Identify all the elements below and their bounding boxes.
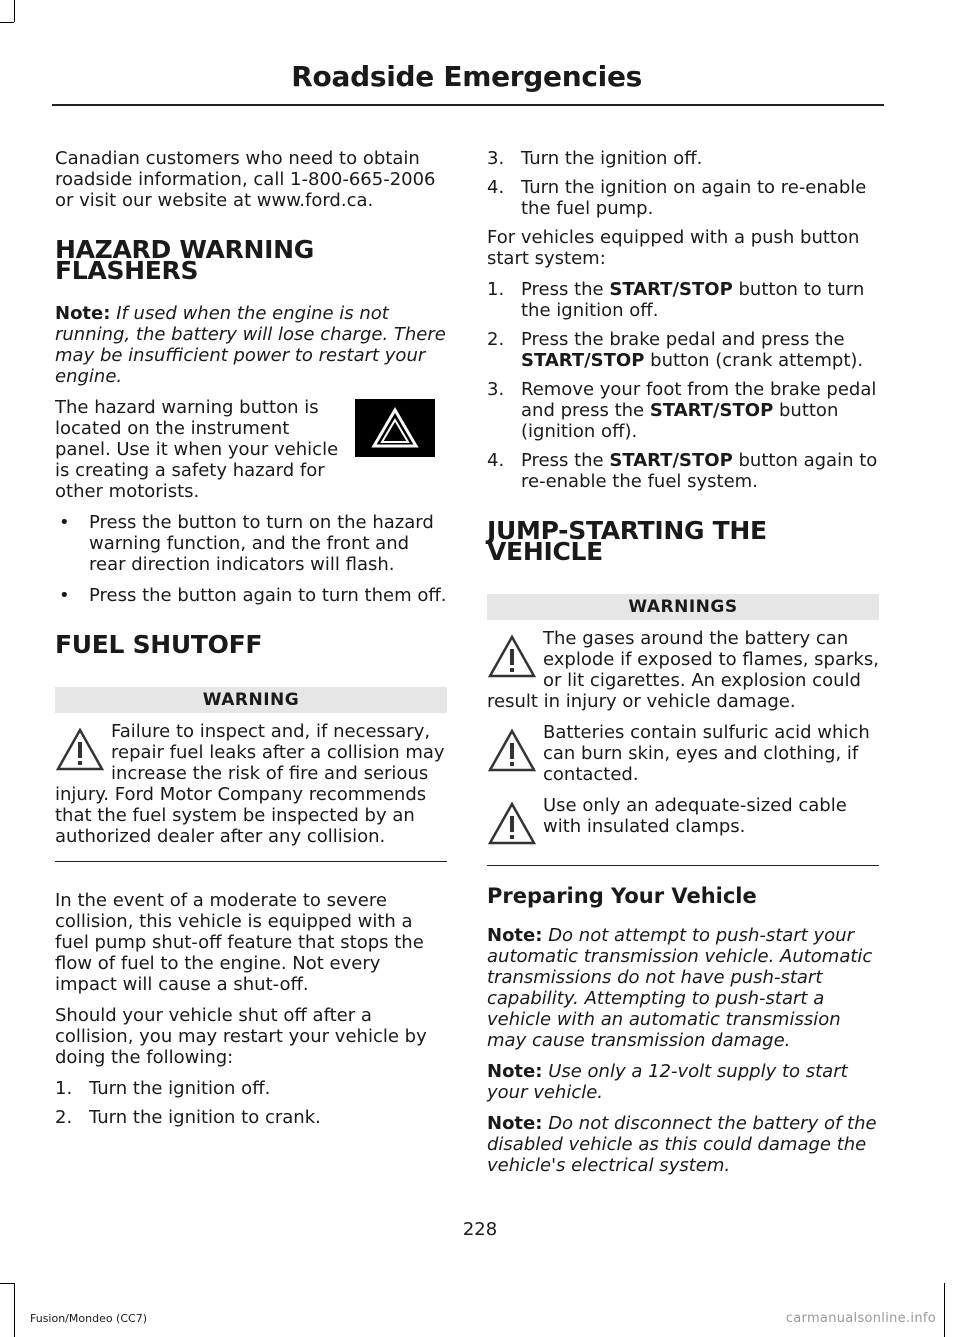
list-item: 3. Remove your foot from the brake pedal and press the START/STOP button (ignition off).: [487, 379, 877, 442]
page-header: [52, 60, 884, 106]
left-column: [55, 148, 447, 1136]
footer-model: Fusion/Mondeo (CC7): [30, 1312, 148, 1325]
warning-triangle-icon: [487, 726, 537, 776]
crop-mark: [944, 1283, 945, 1337]
note-paragraph: Note: Do not attempt to push-start your automatic transmission vehicle. Automatic transmissions do not have push-start capability. Attempting to push-start a vehicle with an automatic transmission may cause transmission damage.: [487, 925, 873, 1051]
crop-mark: [14, 1283, 15, 1337]
list-item: 3. Turn the ignition off.: [487, 148, 703, 169]
warning-block: Failure to inspect and, if necessary, repair fuel leaks after a collision may increase the risk of fire and serious injury. Ford Motor Company recommends that the fuel system be inspected by an authorized dealer after any collision.: [55, 721, 445, 847]
watermark: carmanualsonline.info: [785, 1311, 936, 1326]
list-item: • Press the button again to turn them off.: [59, 585, 447, 606]
warning-triangle-icon: [487, 632, 537, 682]
warning-block: Batteries contain sulfuric acid which can burn skin, eyes and clothing, if contacted.: [487, 722, 879, 785]
warning-triangle-icon: [55, 725, 105, 775]
list-item: • Press the button to turn on the hazard warning function, and the front and rear direction indicators will flash.: [59, 512, 434, 575]
page-number: 228: [462, 1219, 498, 1240]
list-item: 2. Turn the ignition to crank.: [55, 1107, 321, 1128]
divider: [487, 865, 879, 866]
hazard-heading: HAZARD WARNING FLASHERS: [55, 235, 314, 285]
hazard-note: Note: If used when the engine is not running, the battery will lose charge. There may be insufficient power to restart your engine.: [55, 303, 446, 387]
list-item: 4. Press the START/STOP button again to re-enable the fuel system.: [487, 450, 878, 492]
list-item: 4. Turn the ignition on again to re-enable the fuel pump.: [487, 177, 867, 219]
list-item: 2. Press the brake pedal and press the START/STOP button (crank attempt).: [487, 329, 864, 371]
push-button-intro: For vehicles equipped with a push button start system:: [487, 227, 860, 269]
list-item: 1. Press the START/STOP button to turn the ignition off.: [487, 279, 865, 321]
preparing-vehicle-heading: Preparing Your Vehicle: [487, 884, 757, 908]
divider: [55, 861, 447, 862]
warnings-header: WARNINGS: [487, 594, 879, 620]
list-item: 1. Turn the ignition off.: [55, 1078, 271, 1099]
note-paragraph: Note: Do not disconnect the battery of the disabled vehicle as this could damage the vehicle's electrical system.: [487, 1113, 877, 1176]
crop-mark: [14, 0, 15, 22]
right-column: [487, 148, 879, 1186]
warning-triangle-icon: [487, 799, 537, 849]
page-title: Roadside Emergencies: [291, 60, 642, 93]
note-paragraph: Note: Use only a 12-volt supply to start your vehicle.: [487, 1061, 848, 1103]
warning-header: WARNING: [55, 687, 447, 713]
hazard-description: The hazard warning button is located on the instrument panel. Use it when your vehicle is creating a safety hazard for other motorists.: [55, 397, 447, 502]
fuel-paragraph: Should your vehicle shut off after a collision, you may restart your vehicle by doing the following:: [55, 1005, 427, 1068]
fuel-shutoff-heading: FUEL SHUTOFF: [55, 630, 263, 659]
warning-block: Use only an adequate-sized cable with insulated clamps.: [487, 795, 879, 851]
intro-paragraph: Canadian customers who need to obtain roadside information, call 1-800-665-2006 or visit our website at www.ford.ca.: [55, 148, 436, 211]
crop-mark: [0, 22, 14, 23]
hazard-triangle-icon: [355, 399, 435, 457]
warning-block: The gases around the battery can explode if exposed to flames, sparks, or lit cigarettes. An explosion could result in injury or vehicle damage.: [487, 628, 879, 712]
crop-mark: [0, 1283, 14, 1284]
jump-start-heading: JUMP-STARTING THE VEHICLE: [487, 516, 767, 566]
fuel-paragraph: In the event of a moderate to severe collision, this vehicle is equipped with a fuel pump shut-off feature that stops the flow of fuel to the engine. Not every impact will cause a shut-off.: [55, 890, 424, 995]
